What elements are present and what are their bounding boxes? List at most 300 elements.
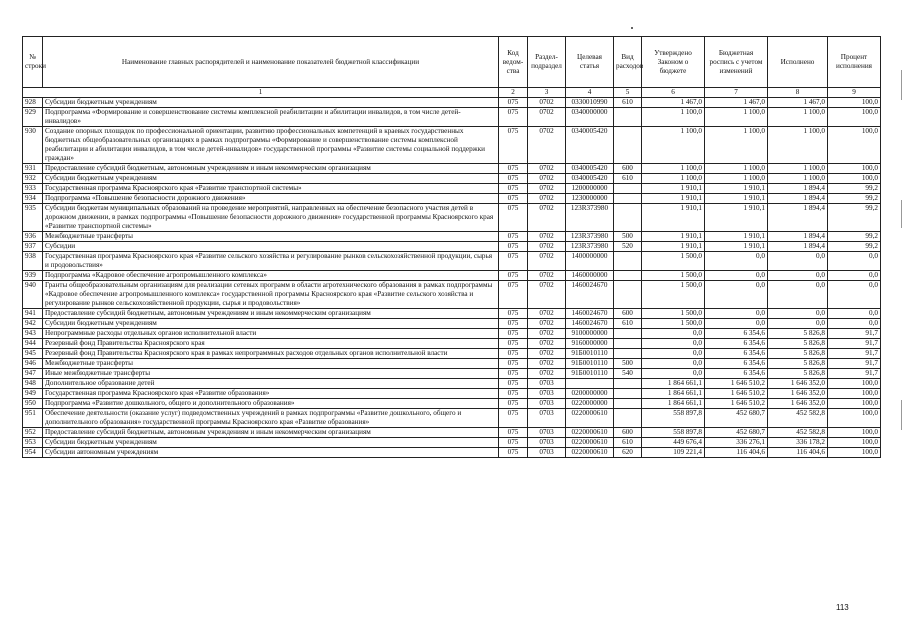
section-code: 0702 [528, 309, 566, 319]
table-row [23, 438, 881, 448]
approved-amount: 1 500,0 [642, 319, 705, 329]
section-code: 0702 [528, 242, 566, 252]
approved-amount: 109 221,4 [642, 448, 705, 458]
row-number: 946 [23, 359, 43, 369]
dept-code: 075 [499, 339, 528, 349]
section-code: 0702 [528, 98, 566, 108]
row-number: 941 [23, 309, 43, 319]
executed-amount: 1 894,4 [768, 232, 828, 242]
approved-amount: 1 910,1 [642, 242, 705, 252]
table-row [23, 399, 881, 409]
row-name: Подпрограмма «Развитие дошкольного, общего и дополнительного образования» [43, 399, 499, 409]
row-number: 935 [23, 204, 43, 232]
dept-code: 075 [499, 448, 528, 458]
execution-percent: 100,0 [828, 448, 881, 458]
target-article: 9160000000 [566, 339, 614, 349]
budget-list-amount: 1 646 510,2 [705, 379, 768, 389]
table-row [23, 252, 881, 271]
execution-percent: 91,7 [828, 359, 881, 369]
target-article: 1230000000 [566, 194, 614, 204]
dept-code: 075 [499, 242, 528, 252]
row-number: 938 [23, 252, 43, 271]
executed-amount: 1 100,0 [768, 164, 828, 174]
execution-percent: 99,2 [828, 194, 881, 204]
row-name: Субсидии автономным учреждениям [43, 448, 499, 458]
budget-table [22, 36, 881, 458]
table-header [23, 37, 881, 98]
table-row [23, 164, 881, 174]
row-name: Межбюджетные трансферты [43, 359, 499, 369]
execution-percent: 100,0 [828, 379, 881, 389]
table-row [23, 194, 881, 204]
expense-type: 600 [614, 428, 642, 438]
target-article: 0340005420 [566, 127, 614, 164]
dept-code: 075 [499, 204, 528, 232]
row-number: 939 [23, 271, 43, 281]
execution-percent: 91,7 [828, 339, 881, 349]
section-code: 0702 [528, 281, 566, 309]
approved-amount: 0,0 [642, 329, 705, 339]
expense-type: 540 [614, 369, 642, 379]
dept-code: 075 [499, 369, 528, 379]
header-budget-list: Бюджетная роспись с учетом изменений [705, 37, 768, 88]
executed-amount: 0,0 [768, 319, 828, 329]
row-number: 937 [23, 242, 43, 252]
dept-code: 075 [499, 164, 528, 174]
column-index: 8 [768, 88, 828, 98]
execution-percent: 100,0 [828, 399, 881, 409]
row-number: 933 [23, 184, 43, 194]
approved-amount: 558 897,8 [642, 409, 705, 428]
target-article: 123R373980 [566, 204, 614, 232]
row-name: Межбюджетные трансферты [43, 232, 499, 242]
row-name: Создание опорных площадок по профессиональной ориентации, развитию профессиональных компетенций в краевых государственных бюджетных общеобразовательных организациях в рамках подпрограммы «Формирование и совершенствование системы комплексной реабилитации и абилитации инвалидов, в том числе детей-инвалидов» государственной программы «Развитие системы социальной поддержки граждан» [43, 127, 499, 164]
column-index: 6 [642, 88, 705, 98]
approved-amount: 1 100,0 [642, 164, 705, 174]
section-code: 0702 [528, 359, 566, 369]
execution-percent: 100,0 [828, 438, 881, 448]
budget-list-amount: 116 404,6 [705, 448, 768, 458]
executed-amount: 1 646 352,0 [768, 399, 828, 409]
dept-code: 075 [499, 184, 528, 194]
row-name: Субсидии [43, 242, 499, 252]
table-row [23, 242, 881, 252]
target-article: 91Б0010110 [566, 369, 614, 379]
row-name: Резервный фонд Правительства Красноярского края в рамках непрограммных расходов отдельных органов исполнительной власти [43, 349, 499, 359]
table-row [23, 369, 881, 379]
approved-amount: 1 500,0 [642, 252, 705, 271]
execution-percent: 100,0 [828, 389, 881, 399]
executed-amount: 116 404,6 [768, 448, 828, 458]
expense-type [614, 194, 642, 204]
budget-list-amount: 1 646 510,2 [705, 389, 768, 399]
row-name: Предоставление субсидий бюджетным, автономным учреждениям и иным некоммерческим организациям [43, 309, 499, 319]
executed-amount: 452 582,8 [768, 409, 828, 428]
row-name: Подпрограмма «Повышение безопасности дорожного движения» [43, 194, 499, 204]
section-code: 0702 [528, 369, 566, 379]
approved-amount: 1 100,0 [642, 174, 705, 184]
budget-list-amount: 6 354,6 [705, 329, 768, 339]
expense-type [614, 389, 642, 399]
row-name: Субсидии бюджетным учреждениям [43, 438, 499, 448]
execution-percent: 100,0 [828, 409, 881, 428]
column-index: 7 [705, 88, 768, 98]
table-row [23, 127, 881, 164]
row-number: 949 [23, 389, 43, 399]
target-article: 0340005420 [566, 174, 614, 184]
expense-type: 610 [614, 98, 642, 108]
budget-list-amount: 1 100,0 [705, 164, 768, 174]
row-name: Предоставление субсидий бюджетным, автономным учреждениям и иным некоммерческим организациям [43, 428, 499, 438]
approved-amount: 1 910,1 [642, 204, 705, 232]
section-code: 0702 [528, 164, 566, 174]
dept-code: 075 [499, 309, 528, 319]
table-row [23, 349, 881, 359]
execution-percent: 99,2 [828, 204, 881, 232]
budget-list-amount: 1 646 510,2 [705, 399, 768, 409]
execution-percent: 100,0 [828, 164, 881, 174]
table-body [23, 98, 881, 458]
executed-amount: 5 826,8 [768, 359, 828, 369]
column-index: 1 [23, 88, 499, 98]
executed-amount: 1 646 352,0 [768, 389, 828, 399]
execution-percent: 99,2 [828, 242, 881, 252]
section-code: 0703 [528, 448, 566, 458]
execution-percent: 91,7 [828, 369, 881, 379]
execution-percent: 99,2 [828, 232, 881, 242]
section-code: 0702 [528, 339, 566, 349]
target-article: 1400000000 [566, 252, 614, 271]
executed-amount: 1 100,0 [768, 174, 828, 184]
row-number: 942 [23, 319, 43, 329]
expense-type [614, 184, 642, 194]
expense-type: 610 [614, 438, 642, 448]
execution-percent: 99,2 [828, 184, 881, 194]
table-row [23, 232, 881, 242]
table-row [23, 108, 881, 127]
expense-type [614, 339, 642, 349]
row-name: Непрограммные расходы отдельных органов исполнительной власти [43, 329, 499, 339]
section-code: 0703 [528, 409, 566, 428]
section-code: 0703 [528, 438, 566, 448]
execution-percent: 100,0 [828, 108, 881, 127]
column-index-row [23, 88, 881, 98]
dept-code: 075 [499, 428, 528, 438]
section-code: 0702 [528, 174, 566, 184]
executed-amount: 0,0 [768, 252, 828, 271]
executed-amount: 1 894,4 [768, 242, 828, 252]
section-code: 0702 [528, 252, 566, 271]
budget-list-amount: 6 354,6 [705, 339, 768, 349]
table-row [23, 409, 881, 428]
budget-list-amount: 0,0 [705, 281, 768, 309]
execution-percent: 0,0 [828, 252, 881, 271]
executed-amount: 1 100,0 [768, 127, 828, 164]
approved-amount: 1 100,0 [642, 127, 705, 164]
column-index: 3 [528, 88, 566, 98]
budget-list-amount: 1 467,0 [705, 98, 768, 108]
execution-percent: 91,7 [828, 329, 881, 339]
expense-type: 520 [614, 242, 642, 252]
header-approved: Утверждено Законом о бюджете [642, 37, 705, 88]
section-code: 0703 [528, 399, 566, 409]
table-row [23, 319, 881, 329]
execution-percent: 0,0 [828, 281, 881, 309]
target-article: 1200000000 [566, 184, 614, 194]
table-row [23, 339, 881, 349]
scan-edge-mark [901, 400, 902, 430]
table-row [23, 379, 881, 389]
executed-amount: 0,0 [768, 281, 828, 309]
row-name: Резервный фонд Правительства Красноярского края [43, 339, 499, 349]
executed-amount: 0,0 [768, 309, 828, 319]
approved-amount: 0,0 [642, 339, 705, 349]
approved-amount: 558 897,8 [642, 428, 705, 438]
dept-code: 075 [499, 349, 528, 359]
expense-type: 500 [614, 359, 642, 369]
budget-list-amount: 1 100,0 [705, 108, 768, 127]
target-article: 0220000610 [566, 428, 614, 438]
row-name: Обеспечение деятельности (оказание услуг) подведомственных учреждений в рамках подпрограммы «Развитие дошкольного, общего и дополнительного образования» государственной программы Красноярского края «Развитие образования» [43, 409, 499, 428]
execution-percent: 0,0 [828, 271, 881, 281]
budget-list-amount: 0,0 [705, 252, 768, 271]
row-number: 950 [23, 399, 43, 409]
budget-list-amount: 1 910,1 [705, 232, 768, 242]
row-number: 932 [23, 174, 43, 184]
budget-list-amount: 0,0 [705, 309, 768, 319]
target-article: 1460024670 [566, 309, 614, 319]
target-article: 123R373980 [566, 232, 614, 242]
budget-list-amount: 0,0 [705, 319, 768, 329]
budget-list-amount: 0,0 [705, 271, 768, 281]
header-section: Раздел-подраздел [528, 37, 566, 88]
target-article: 1460024670 [566, 319, 614, 329]
section-code: 0702 [528, 271, 566, 281]
budget-list-amount: 452 680,7 [705, 428, 768, 438]
approved-amount: 449 676,4 [642, 438, 705, 448]
column-index: 5 [614, 88, 642, 98]
table-row [23, 448, 881, 458]
dept-code: 075 [499, 379, 528, 389]
budget-list-amount: 1 910,1 [705, 204, 768, 232]
target-article: 0200000000 [566, 389, 614, 399]
dept-code: 075 [499, 409, 528, 428]
budget-list-amount: 1 910,1 [705, 184, 768, 194]
approved-amount: 1 864 661,1 [642, 399, 705, 409]
expense-type: 610 [614, 174, 642, 184]
row-number: 929 [23, 108, 43, 127]
approved-amount: 0,0 [642, 359, 705, 369]
table-row [23, 271, 881, 281]
table-row [23, 329, 881, 339]
row-name: Предоставление субсидий бюджетным, автономным учреждениям и иным некоммерческим организациям [43, 164, 499, 174]
budget-list-amount: 1 100,0 [705, 127, 768, 164]
target-article: 0340000000 [566, 108, 614, 127]
dept-code: 075 [499, 438, 528, 448]
expense-type: 500 [614, 232, 642, 242]
row-name: Субсидии бюджетным учреждениям [43, 98, 499, 108]
executed-amount: 5 826,8 [768, 349, 828, 359]
header-target-article: Целевая статья [566, 37, 614, 88]
section-code: 0702 [528, 204, 566, 232]
approved-amount: 1 910,1 [642, 232, 705, 242]
target-article: 0220000610 [566, 409, 614, 428]
dept-code: 075 [499, 271, 528, 281]
expense-type: 610 [614, 319, 642, 329]
section-code: 0702 [528, 184, 566, 194]
row-number: 943 [23, 329, 43, 339]
table-row [23, 389, 881, 399]
section-code: 0703 [528, 379, 566, 389]
section-code: 0702 [528, 232, 566, 242]
table-row [23, 428, 881, 438]
row-number: 931 [23, 164, 43, 174]
dept-code: 075 [499, 389, 528, 399]
row-name: Государственная программа Красноярского края «Развитие транспортной системы» [43, 184, 499, 194]
header-executed: Исполнено [768, 37, 828, 88]
table-row [23, 204, 881, 232]
approved-amount: 1 100,0 [642, 108, 705, 127]
table-row [23, 184, 881, 194]
row-number: 952 [23, 428, 43, 438]
target-article: 0220000610 [566, 448, 614, 458]
executed-amount: 1 894,4 [768, 204, 828, 232]
dept-code: 075 [499, 232, 528, 242]
expense-type [614, 252, 642, 271]
approved-amount: 1 910,1 [642, 184, 705, 194]
dept-code: 075 [499, 359, 528, 369]
dept-code: 075 [499, 108, 528, 127]
target-article: 9100000000 [566, 329, 614, 339]
page-number: 113 [836, 603, 849, 612]
executed-amount: 1 100,0 [768, 108, 828, 127]
dept-code: 075 [499, 194, 528, 204]
expense-type: 600 [614, 164, 642, 174]
target-article: 0220000000 [566, 399, 614, 409]
execution-percent: 91,7 [828, 349, 881, 359]
expense-type: 600 [614, 309, 642, 319]
dept-code: 075 [499, 329, 528, 339]
approved-amount: 1 500,0 [642, 309, 705, 319]
row-name: Подпрограмма «Кадровое обеспечение агропромышленного комплекса» [43, 271, 499, 281]
approved-amount: 1 864 661,1 [642, 389, 705, 399]
budget-list-amount: 1 910,1 [705, 242, 768, 252]
approved-amount: 1 910,1 [642, 194, 705, 204]
expense-type [614, 271, 642, 281]
row-number: 928 [23, 98, 43, 108]
expense-type: 620 [614, 448, 642, 458]
execution-percent: 100,0 [828, 127, 881, 164]
row-name: Государственная программа Красноярского края «Развитие образования» [43, 389, 499, 399]
target-article: 1460024670 [566, 281, 614, 309]
dept-code: 075 [499, 399, 528, 409]
row-number: 951 [23, 409, 43, 428]
section-code: 0702 [528, 329, 566, 339]
executed-amount: 1 467,0 [768, 98, 828, 108]
execution-percent: 0,0 [828, 319, 881, 329]
approved-amount: 1 467,0 [642, 98, 705, 108]
target-article: 91Б0010110 [566, 359, 614, 369]
row-number: 953 [23, 438, 43, 448]
dept-code: 075 [499, 127, 528, 164]
execution-percent: 0,0 [828, 309, 881, 319]
dept-code: 075 [499, 252, 528, 271]
target-article: 91Б0010110 [566, 349, 614, 359]
target-article: 0340005420 [566, 164, 614, 174]
section-code: 0702 [528, 127, 566, 164]
section-code: 0702 [528, 349, 566, 359]
budget-list-amount: 6 354,6 [705, 369, 768, 379]
executed-amount: 5 826,8 [768, 339, 828, 349]
row-name: Субсидии бюджетным учреждениям [43, 319, 499, 329]
row-name: Иные межбюджетные трансферты [43, 369, 499, 379]
row-number: 936 [23, 232, 43, 242]
row-name: Гранты общеобразовательным организациям для реализации сетевых программ в области агротехнического образования в рамках подпрограммы «Кадровое обеспечение агропромышленного комплекса» государственной программы Красноярского края «Развитие сельского хозяйства и регулирование рынков сельскохозяйственной продукции, сырья и продовольствия» [43, 281, 499, 309]
execution-percent: 100,0 [828, 174, 881, 184]
row-number: 944 [23, 339, 43, 349]
column-index: 4 [566, 88, 614, 98]
target-article: 1460000000 [566, 271, 614, 281]
execution-percent: 100,0 [828, 428, 881, 438]
budget-list-amount: 1 100,0 [705, 174, 768, 184]
approved-amount: 0,0 [642, 349, 705, 359]
expense-type [614, 349, 642, 359]
executed-amount: 1 894,4 [768, 194, 828, 204]
executed-amount: 5 826,8 [768, 329, 828, 339]
execution-percent: 100,0 [828, 98, 881, 108]
dept-code: 075 [499, 319, 528, 329]
budget-list-amount: 1 910,1 [705, 194, 768, 204]
row-number: 930 [23, 127, 43, 164]
budget-list-amount: 336 276,1 [705, 438, 768, 448]
section-code: 0702 [528, 319, 566, 329]
target-article [566, 379, 614, 389]
expense-type [614, 281, 642, 309]
row-name: Дополнительное образование детей [43, 379, 499, 389]
approved-amount: 1 500,0 [642, 271, 705, 281]
dept-code: 075 [499, 174, 528, 184]
row-name: Субсидии бюджетным учреждениям [43, 174, 499, 184]
header-percent: Процент исполнения [828, 37, 881, 88]
expense-type [614, 409, 642, 428]
row-number: 945 [23, 349, 43, 359]
dept-code: 075 [499, 281, 528, 309]
header-dept-code: Код ведом-ства [499, 37, 528, 88]
row-number: 947 [23, 369, 43, 379]
header-expense-type: Вид расходов [614, 37, 642, 88]
table-row [23, 281, 881, 309]
target-article: 123R373980 [566, 242, 614, 252]
budget-list-amount: 6 354,6 [705, 359, 768, 369]
approved-amount: 0,0 [642, 369, 705, 379]
row-number: 948 [23, 379, 43, 389]
header-name: Наименование главных распорядителей и наименование показателей бюджетной классификации [43, 37, 499, 88]
approved-amount: 1 500,0 [642, 281, 705, 309]
scan-edge-mark [901, 70, 902, 100]
executed-amount: 336 178,2 [768, 438, 828, 448]
expense-type [614, 399, 642, 409]
expense-type [614, 108, 642, 127]
row-name: Подпрограмма «Формирование и совершенствование системы комплексной реабилитации и абилитации инвалидов, в том числе детей-инвалидов» [43, 108, 499, 127]
table-row [23, 98, 881, 108]
table-row [23, 174, 881, 184]
expense-type [614, 204, 642, 232]
expense-type [614, 329, 642, 339]
expense-type [614, 379, 642, 389]
executed-amount: 1 646 352,0 [768, 379, 828, 389]
executed-amount: 5 826,8 [768, 369, 828, 379]
expense-type [614, 127, 642, 164]
